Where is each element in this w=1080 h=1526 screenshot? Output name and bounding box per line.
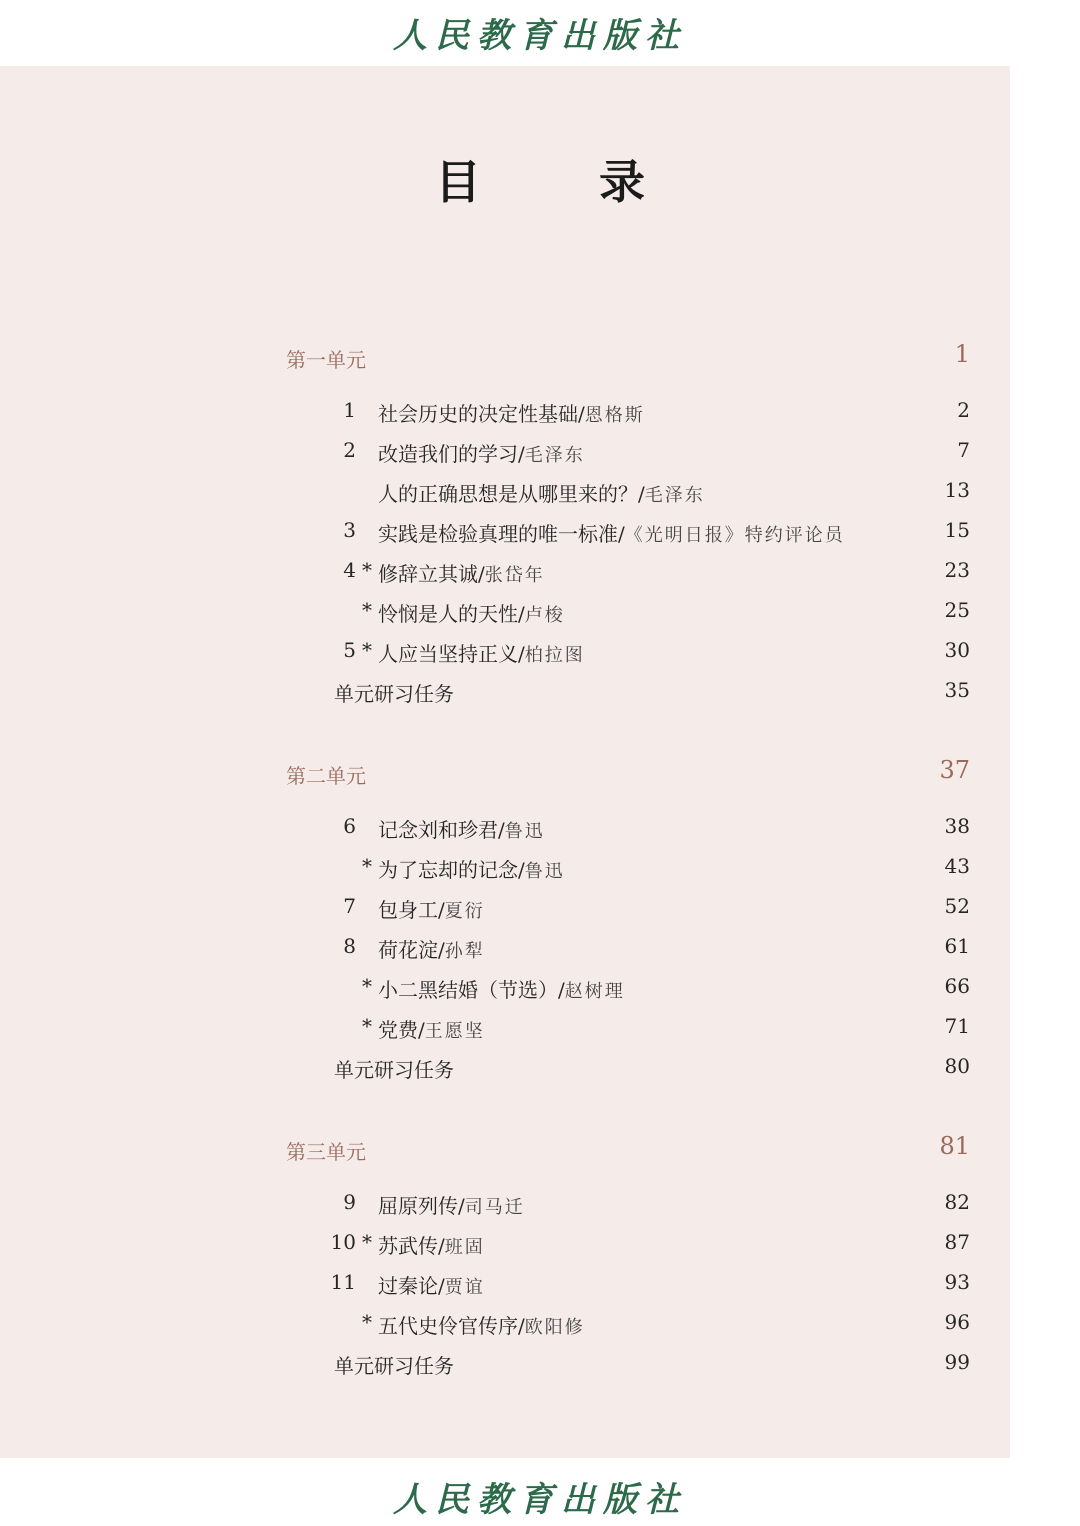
entry-page: 96	[944, 1310, 970, 1334]
unit-header[interactable]	[286, 1126, 970, 1172]
unit-2	[286, 750, 970, 1088]
entry-page: 71	[944, 1014, 970, 1038]
optional-star: *	[362, 974, 372, 998]
toc-entry[interactable]: 9 屈原列传/司马迁 82	[343, 1190, 970, 1218]
entry-title: 实践是检验真理的唯一标准	[378, 522, 618, 546]
toc-entry[interactable]: 7 包身工/夏衍 52	[343, 894, 970, 922]
toc-page	[0, 66, 1010, 1458]
unit-task-entry[interactable]	[286, 1344, 970, 1384]
entry-page: 25	[944, 598, 970, 622]
entry-title: 社会历史的决定性基础	[378, 402, 578, 426]
entry-title: 改造我们的学习	[378, 442, 518, 466]
optional-star: *	[362, 558, 372, 582]
entry-page: 43	[944, 854, 970, 878]
toc-entry[interactable]: 5 * 人应当坚持正义/柏拉图 30	[343, 638, 970, 666]
task-title: 单元研习任务	[334, 682, 454, 706]
unit-name: 第一单元	[286, 348, 366, 372]
entry-author: 赵树理	[564, 981, 625, 1002]
entry-author: 夏衍	[444, 901, 485, 922]
entry-author: 柏拉图	[524, 645, 585, 666]
entry-title: 苏武传	[378, 1234, 438, 1258]
entry-author: 欧阳修	[524, 1317, 585, 1338]
entry-title: 人应当坚持正义	[378, 642, 518, 666]
entry-page: 13	[944, 478, 970, 502]
unit-1	[286, 334, 970, 712]
toc-entry[interactable]: 8 荷花淀/孙犁 61	[343, 934, 970, 962]
entry-page: 87	[944, 1230, 970, 1254]
unit-header[interactable]	[286, 334, 970, 380]
toc-entry[interactable]: 4 * 修辞立其诚/张岱年 23	[343, 558, 970, 586]
entry-author: 贾谊	[444, 1277, 485, 1298]
entry-author: 鲁迅	[504, 821, 545, 842]
toc-entry[interactable]: 11 过秦论/贾谊 93	[330, 1270, 970, 1298]
entry-page: 80	[944, 1054, 970, 1078]
unit-task-entry[interactable]	[286, 1048, 970, 1088]
entry-page: 93	[944, 1270, 970, 1294]
optional-star: *	[362, 1014, 372, 1038]
entry-title: 记念刘和珍君	[378, 818, 498, 842]
entry-author: 鲁迅	[524, 861, 565, 882]
entry-number: 10	[330, 1230, 356, 1254]
optional-star: *	[362, 1230, 372, 1254]
entry-number: 1	[343, 398, 356, 422]
entry-page: 82	[944, 1190, 970, 1214]
optional-star: *	[362, 854, 372, 878]
entry-title: 人的正确思想是从哪里来的？	[378, 482, 638, 506]
entry-number: 7	[343, 894, 356, 918]
task-title: 单元研习任务	[334, 1058, 454, 1082]
publisher-logo-top: 人民教育出版社	[393, 16, 687, 56]
entry-number: 2	[343, 438, 356, 462]
entry-page: 23	[944, 558, 970, 582]
entry-number: 4	[343, 558, 356, 582]
entry-page: 30	[944, 638, 970, 662]
toc-entry[interactable]: 2 改造我们的学习/毛泽东 7	[343, 438, 970, 466]
optional-star: *	[362, 1310, 372, 1334]
entry-title: 包身工	[378, 898, 438, 922]
entry-page: 2	[957, 398, 970, 422]
entry-page: 15	[944, 518, 970, 542]
entry-page: 66	[944, 974, 970, 998]
entry-title: 荷花淀	[378, 938, 438, 962]
entry-author: 司马迁	[464, 1197, 525, 1218]
entry-number: 6	[343, 814, 356, 838]
optional-star: *	[362, 638, 372, 662]
entry-author: 张岱年	[484, 565, 545, 586]
toc-entry[interactable]: * 党费/王愿坚 71	[362, 1014, 970, 1042]
entry-page: 52	[944, 894, 970, 918]
entry-number: 5	[343, 638, 356, 662]
entry-title: 小二黑结婚（节选）	[378, 978, 558, 1002]
toc-entry[interactable]: * 五代史伶官传序/欧阳修 96	[362, 1310, 970, 1338]
toc-entry[interactable]: * 为了忘却的记念/鲁迅 43	[362, 854, 970, 882]
unit-3	[286, 1126, 970, 1384]
toc-entry[interactable]: 人的正确思想是从哪里来的？/毛泽东 13	[378, 478, 970, 506]
toc-entry[interactable]: 3 实践是检验真理的唯一标准/《光明日报》特约评论员 15	[343, 518, 970, 546]
entry-page: 61	[944, 934, 970, 958]
entry-page: 99	[944, 1350, 970, 1374]
entry-number: 8	[343, 934, 356, 958]
task-title: 单元研习任务	[334, 1354, 454, 1378]
unit-task-entry[interactable]	[286, 672, 970, 712]
toc-entry[interactable]: * 怜悯是人的天性/卢梭 25	[362, 598, 970, 626]
unit-page-number: 81	[939, 1132, 970, 1160]
entry-title: 怜悯是人的天性	[378, 602, 518, 626]
entry-page: 35	[944, 678, 970, 702]
entry-title: 修辞立其诚	[378, 562, 478, 586]
entry-title: 屈原列传	[378, 1194, 458, 1218]
unit-name: 第二单元	[286, 764, 366, 788]
entry-number: 3	[343, 518, 356, 542]
publisher-logo-bottom: 人民教育出版社	[393, 1480, 687, 1520]
page-title: 目 录	[435, 155, 681, 209]
optional-star: *	[362, 598, 372, 622]
entry-author: 恩格斯	[584, 405, 645, 426]
entry-author: 毛泽东	[644, 485, 705, 506]
entry-author: 《光明日报》特约评论员	[624, 525, 845, 546]
unit-name: 第三单元	[286, 1140, 366, 1164]
toc-entry[interactable]: 10 * 苏武传/班固 87	[330, 1230, 970, 1258]
unit-page-number: 1	[954, 340, 970, 368]
unit-header[interactable]	[286, 750, 970, 796]
entry-page: 38	[944, 814, 970, 838]
entry-author: 孙犁	[444, 941, 485, 962]
entry-author: 王愿坚	[424, 1021, 485, 1042]
toc-entry[interactable]: * 小二黑结婚（节选）/赵树理 66	[362, 974, 970, 1002]
entry-title: 为了忘却的记念	[378, 858, 518, 882]
toc-entry[interactable]: 6 记念刘和珍君/鲁迅 38	[343, 814, 970, 842]
toc-entry[interactable]: 1 社会历史的决定性基础/恩格斯 2	[343, 398, 970, 426]
entry-author: 卢梭	[524, 605, 565, 626]
entry-title: 五代史伶官传序	[378, 1314, 518, 1338]
entry-number: 11	[330, 1270, 356, 1294]
entry-author: 毛泽东	[524, 445, 585, 466]
entry-author: 班固	[444, 1237, 485, 1258]
entry-title: 党费	[378, 1018, 418, 1042]
unit-page-number: 37	[939, 756, 970, 784]
entry-page: 7	[957, 438, 970, 462]
entry-number: 9	[343, 1190, 356, 1214]
entry-title: 过秦论	[378, 1274, 438, 1298]
